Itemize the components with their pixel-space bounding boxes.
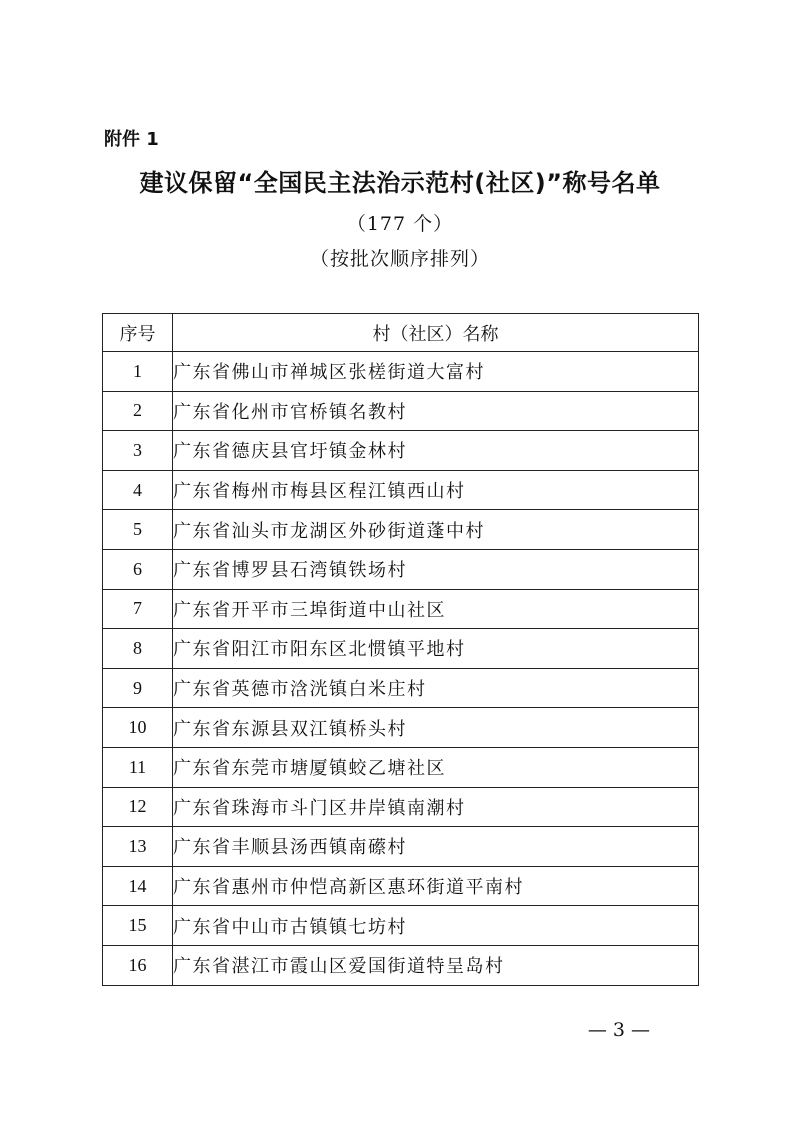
table-row (103, 787, 699, 827)
table-row (103, 589, 699, 629)
table-row (103, 470, 699, 510)
row-village-name: 广东省东莞市塘厦镇蛟乙塘社区 (173, 747, 699, 787)
row-village-name: 广东省开平市三埠街道中山社区 (173, 589, 699, 629)
table-row (103, 510, 699, 550)
table-row (103, 549, 699, 589)
village-list-table (102, 313, 699, 986)
row-index: 15 (103, 906, 173, 946)
row-index: 13 (103, 827, 173, 867)
row-village-name: 广东省梅州市梅县区程江镇西山村 (173, 470, 699, 510)
column-header-name: 村（社区）名称 (173, 314, 699, 352)
row-village-name: 广东省佛山市禅城区张槎街道大富村 (173, 352, 699, 392)
table-row (103, 352, 699, 392)
table-row (103, 668, 699, 708)
row-index: 3 (103, 431, 173, 471)
row-index: 1 (103, 352, 173, 392)
order-note: （按批次顺序排列） (309, 248, 490, 270)
column-header-index: 序号 (103, 314, 173, 352)
table-header-row (103, 314, 699, 352)
row-village-name: 广东省珠海市斗门区井岸镇南潮村 (173, 787, 699, 827)
row-village-name: 广东省德庆县官圩镇金林村 (173, 431, 699, 471)
row-index: 12 (103, 787, 173, 827)
row-village-name: 广东省阳江市阳东区北惯镇平地村 (173, 629, 699, 669)
row-index: 14 (103, 866, 173, 906)
table-row (103, 629, 699, 669)
row-village-name: 广东省惠州市仲恺高新区惠环街道平南村 (173, 866, 699, 906)
row-village-name: 广东省化州市官桥镇名教村 (173, 391, 699, 431)
row-village-name: 广东省湛江市霞山区爱国街道特呈岛村 (173, 945, 699, 985)
table-row (103, 391, 699, 431)
table-row (103, 708, 699, 748)
row-index: 8 (103, 629, 173, 669)
row-village-name: 广东省东源县双江镇桥头村 (173, 708, 699, 748)
row-index: 2 (103, 391, 173, 431)
page-number: — 3 — (587, 1019, 650, 1041)
row-index: 11 (103, 747, 173, 787)
table-row (103, 827, 699, 867)
row-village-name: 广东省汕头市龙湖区外砂街道蓬中村 (173, 510, 699, 550)
table-row (103, 747, 699, 787)
document-title: 建议保留“全国民主法治示范村(社区)”称号名单 (139, 169, 661, 197)
table-row (103, 906, 699, 946)
attachment-label: 附件 1 (104, 129, 159, 150)
row-index: 10 (103, 708, 173, 748)
row-village-name: 广东省英德市浛洸镇白米庄村 (173, 668, 699, 708)
row-index: 9 (103, 668, 173, 708)
row-index: 16 (103, 945, 173, 985)
table-row (103, 866, 699, 906)
row-village-name: 广东省博罗县石湾镇铁场村 (173, 549, 699, 589)
table-row (103, 945, 699, 985)
row-village-name: 广东省中山市古镇镇七坊村 (173, 906, 699, 946)
table-row (103, 431, 699, 471)
row-index: 4 (103, 470, 173, 510)
row-index: 5 (103, 510, 173, 550)
row-village-name: 广东省丰顺县汤西镇南礤村 (173, 827, 699, 867)
row-index: 7 (103, 589, 173, 629)
count-note: （177 个） (346, 213, 454, 235)
row-index: 6 (103, 549, 173, 589)
